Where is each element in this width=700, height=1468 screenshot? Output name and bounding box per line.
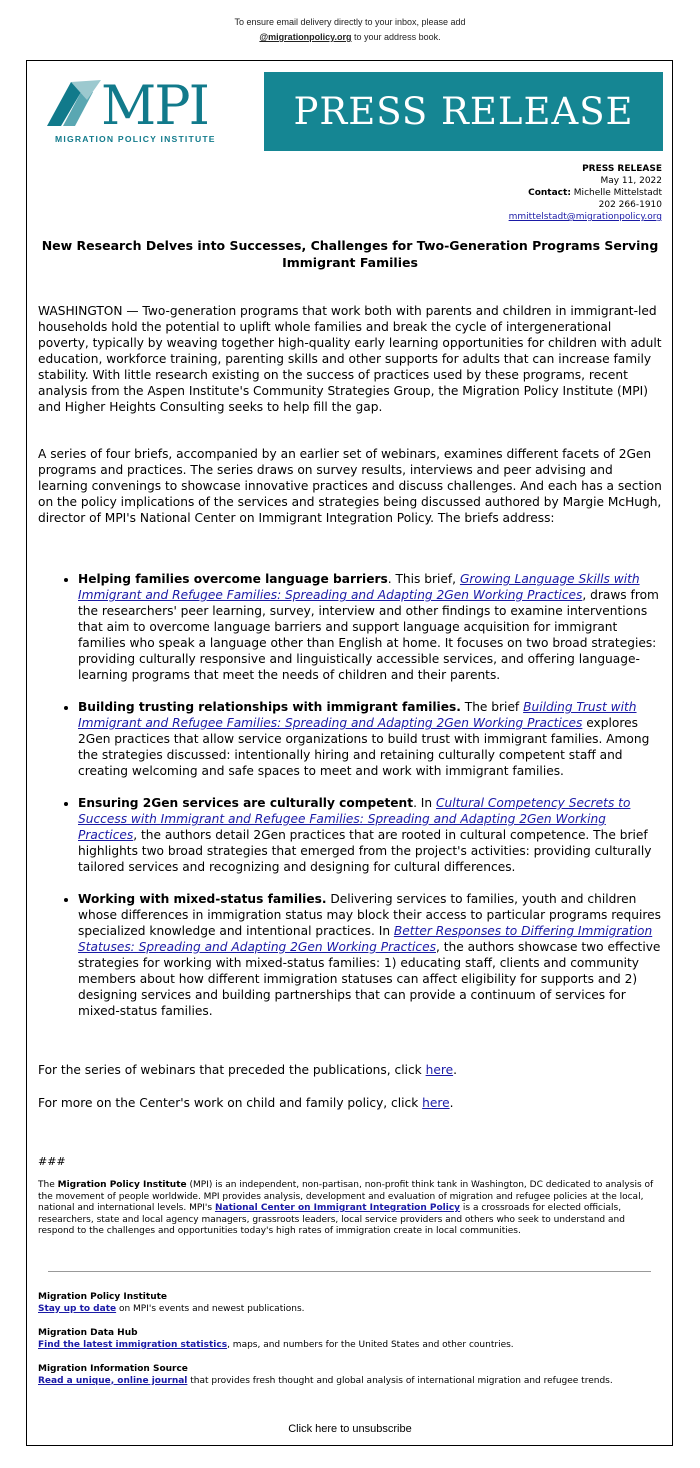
brief-text: , draws from the researchers' peer learning, survey, interview and other findings to examine interventions that aim to overcome language barriers and support language acquisition for immigrant families who speak a language other than English at home. It focuses on two broad strategies: providing culturally responsive and linguistically accessible services, and offering language-learning programs that meet the needs of children and their parents. bbox=[78, 588, 659, 682]
webinar-text: For the series of webinars that preceded the publications, click bbox=[38, 1063, 426, 1077]
headline: New Research Delves into Successes, Challenges for Two-Generation Programs Serving Immigrant Families bbox=[41, 238, 659, 270]
list-item bbox=[78, 795, 663, 875]
webinar-end: . bbox=[453, 1063, 457, 1077]
logo-text: MPI bbox=[101, 74, 208, 137]
more-end: . bbox=[449, 1096, 454, 1110]
more-text: For more on the Center's work on child and family policy, click bbox=[38, 1096, 423, 1110]
email-delivery-note bbox=[0, 15, 700, 45]
brief-title: Building trusting relationships with immigrant families. bbox=[78, 700, 461, 714]
briefs-list bbox=[38, 571, 663, 1035]
contact-name: Michelle Mittelstadt bbox=[573, 188, 662, 198]
about-text: The bbox=[38, 1180, 58, 1190]
delivery-note-line1: To ensure email delivery directly to your inbox, please add bbox=[234, 17, 466, 27]
about-text: is a crossroads for elected officials, researchers, state and local agency managers, grassroots leaders, local service providers and others who seek to understand and respond to the challenges and opportunities today's high rates of immigration create in local communities. bbox=[38, 1203, 625, 1236]
footer-section-text: , maps, and numbers for the United States and other countries. bbox=[227, 1339, 514, 1350]
brief-text: , the authors showcase two effective strategies for working with mixed-status families: 1) educating staff, clients and community members about how different immigration statuses can affect eligibility for supports and 2) designing services and building partnerships that can provide a continuum of services for mixed-status families. bbox=[78, 940, 661, 1018]
brief-text: Delivering services to families, youth and children whose differences in immigration status may block their access to particular programs requires specialized knowledge and intentional practices. In bbox=[78, 892, 661, 938]
list-item bbox=[78, 571, 663, 683]
press-release-label: PRESS RELEASE bbox=[582, 164, 662, 174]
stay-up-to-date-link[interactable]: Stay up to date bbox=[38, 1303, 117, 1314]
footer-section-data-hub bbox=[38, 1328, 658, 1351]
online-journal-link[interactable]: Read a unique, online journal bbox=[38, 1375, 188, 1386]
footer-section-text: on MPI's events and newest publications. bbox=[116, 1303, 305, 1314]
about-mpi bbox=[38, 1180, 658, 1238]
brief-text: . In bbox=[413, 796, 437, 810]
series-paragraph: A series of four briefs, accompanied by an earlier set of webinars, examines different facets of 2Gen programs and practices. The series draws on survey results, interviews and peer advising and learning convenings to showcase innovative practices and discuss challenges. And each has a section on the policy implications of the services and strategies being discussed authored by Margie McHugh, director of MPI's National Center on Immigrant Integration Policy. The briefs address: bbox=[38, 447, 662, 525]
list-item bbox=[78, 891, 663, 1019]
whitelist-email: @migrationpolicy.org bbox=[259, 32, 352, 42]
nciip-link[interactable]: National Center on Immigrant Integration Policy bbox=[214, 1203, 461, 1213]
footer-section-title: Migration Data Hub bbox=[38, 1328, 138, 1338]
brief-link-cultural-competency[interactable]: Cultural Competency Secrets to Success with Immigrant and Refugee Families: Spreading and Adapting 2Gen Working Practices bbox=[78, 796, 631, 842]
webinar-here-link[interactable]: here bbox=[425, 1063, 454, 1077]
brief-text: , the authors detail 2Gen practices that are rooted in cultural competence. The brief highlights two broad strategies that emerged from the project's activities: providing culturally tailored services and recognizing and designing for cultural differences. bbox=[78, 828, 652, 874]
release-date: May 11, 2022 bbox=[600, 176, 662, 186]
brief-title: Working with mixed-status families. bbox=[78, 892, 327, 906]
footer-section-title: Migration Policy Institute bbox=[38, 1292, 168, 1302]
brief-title: Helping families overcome language barriers bbox=[78, 572, 388, 586]
delivery-note-rest: to your address book. bbox=[351, 32, 441, 42]
brief-link-immigration-statuses[interactable]: Better Responses to Differing Immigration Statuses: Spreading and Adapting 2Gen Working Practices bbox=[78, 924, 653, 954]
brief-text: The brief bbox=[460, 700, 524, 714]
more-here-link[interactable]: here bbox=[422, 1096, 450, 1110]
footer-section-title: Migration Information Source bbox=[38, 1364, 188, 1374]
contact-block bbox=[509, 163, 662, 223]
more-paragraph bbox=[38, 1095, 663, 1111]
brief-text: explores 2Gen practices that allow service organizations to build trust with immigrant families. Among the strategies discussed: intentionally hiring and retaining culturally competent staff and creating welcoming and safe spaces to meet and work with immigrant families. bbox=[78, 716, 650, 778]
brief-text: . This brief, bbox=[387, 572, 460, 586]
logo-subtitle: MIGRATION POLICY INSTITUTE bbox=[55, 134, 216, 144]
brief-title: Ensuring 2Gen services are culturally competent bbox=[78, 796, 414, 810]
contact-line bbox=[509, 187, 662, 199]
divider bbox=[48, 1271, 651, 1272]
webinar-paragraph bbox=[38, 1062, 663, 1078]
intro-paragraph: WASHINGTON — Two-generation programs that work both with parents and children in immigrant-led households hold the potential to uplift whole families and break the cycle of intergenerational poverty, typically by weaving together high-quality early learning opportunities for children with adult education, workforce training, parenting skills and other supports for adults that can increase family stability. With little research existing on the success of practices used by these programs, recent analysis from the Aspen Institute's Community Strategies Group, the Migration Policy Institute (MPI) and Higher Heights Consulting seeks to help fill the gap. bbox=[38, 304, 662, 414]
immigration-statistics-link[interactable]: Find the latest immigration statistics bbox=[38, 1339, 228, 1350]
brief-link-building-trust[interactable]: Building Trust with Immigrant and Refugee Families: Spreading and Adapting 2Gen Working Practices bbox=[78, 700, 637, 730]
contact-label: Contact: bbox=[528, 188, 571, 198]
mpi-logo[interactable] bbox=[41, 74, 251, 146]
unsubscribe-link[interactable]: Click here to unsubscribe bbox=[288, 1423, 412, 1435]
about-text: (MPI) is an independent, non-partisan, non-profit think tank in Washington, DC dedicated to analysis of the movement of people worldwide. MPI provides analysis, development and evaluation of migration and refugee policies at the local, national and international levels. MPI's bbox=[38, 1180, 654, 1213]
contact-email-link[interactable]: mmittelstadt@migrationpolicy.org bbox=[508, 212, 662, 222]
press-release-banner: PRESS RELEASE bbox=[264, 72, 663, 151]
mpi-logo-mark-icon bbox=[41, 78, 103, 128]
contact-phone: 202 266-1910 bbox=[598, 200, 662, 210]
about-org-name: Migration Policy Institute bbox=[57, 1180, 187, 1190]
end-marker: ### bbox=[38, 1155, 66, 1168]
footer-section-information-source bbox=[38, 1364, 658, 1387]
list-item bbox=[78, 699, 663, 779]
footer-section-text: that provides fresh thought and global analysis of international migration and refugee trends. bbox=[187, 1375, 613, 1386]
brief-link-language-skills[interactable]: Growing Language Skills with Immigrant and Refugee Families: Spreading and Adapting 2Gen Working Practices bbox=[78, 572, 640, 602]
footer-section-mpi bbox=[38, 1292, 658, 1315]
delivery-note-line2 bbox=[0, 30, 700, 45]
